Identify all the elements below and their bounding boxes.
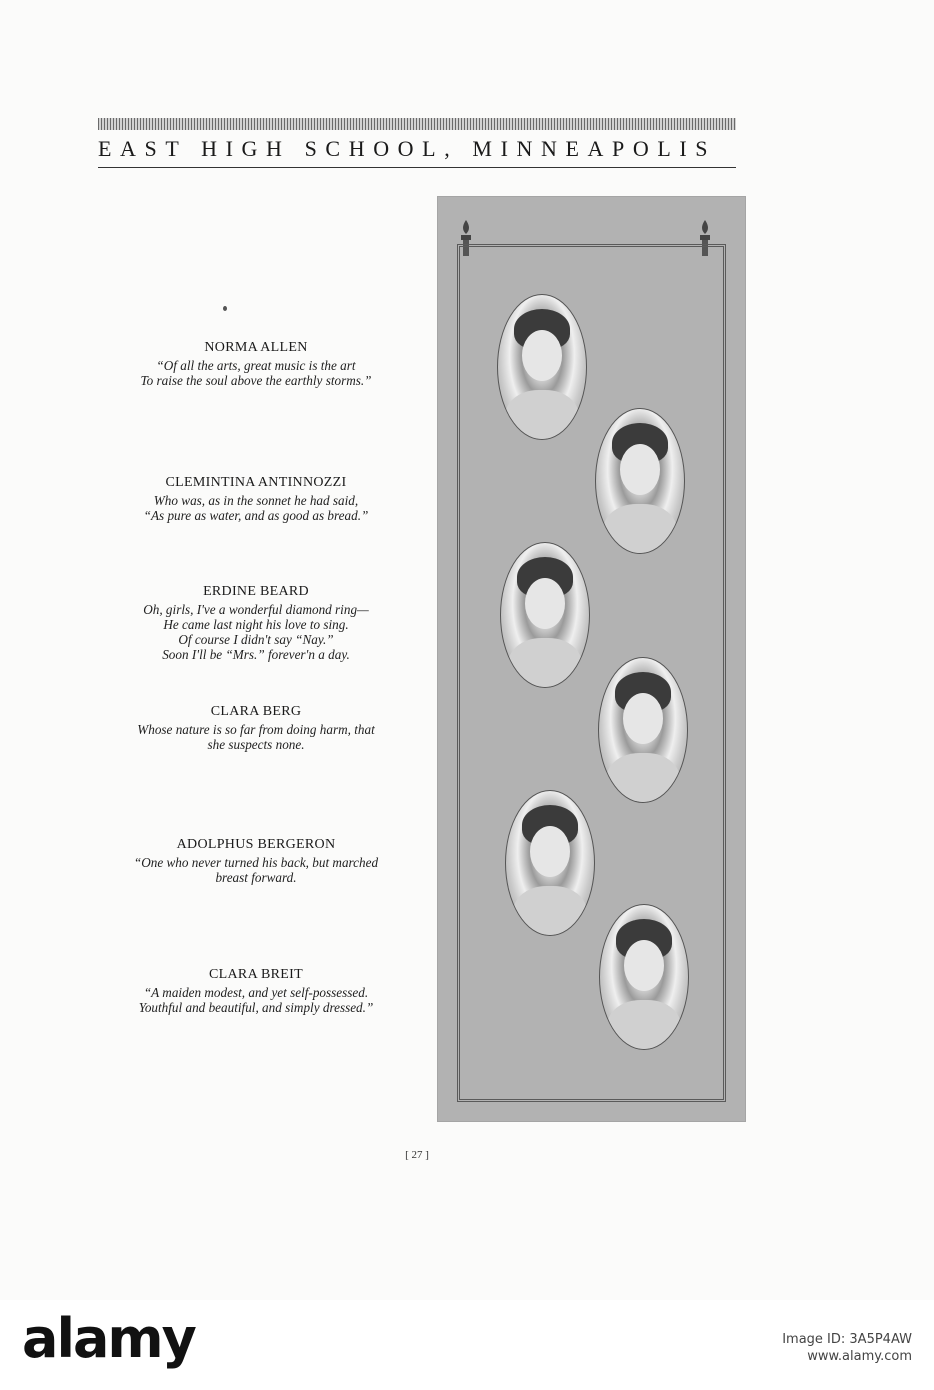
header-divider <box>98 167 736 168</box>
student-name: ERDINE BEARD <box>203 584 309 599</box>
student-name: CLARA BERG <box>210 704 302 719</box>
student-portrait-photo <box>598 657 688 803</box>
student-portrait-photo <box>505 790 595 936</box>
student-quote-line: she suspects none. <box>207 737 305 752</box>
ink-dot <box>223 306 227 311</box>
student-entry <box>96 836 416 885</box>
student-quote-line: Whose nature is so far from doing harm, that <box>137 722 375 737</box>
student-name: NORMA ALLEN <box>204 340 308 355</box>
student-portrait-photo <box>595 408 685 554</box>
student-quote-line: Youthful and beautiful, and simply dressed.” <box>138 1000 374 1015</box>
student-quote-line: breast forward. <box>215 870 297 885</box>
student-quote-line: Of course I didn't say “Nay.” <box>178 632 334 647</box>
header-ornamental-rule <box>98 118 736 130</box>
student-quote-line: Oh, girls, I've a wonderful diamond ring— <box>143 602 369 617</box>
page-number: [ 27 ] <box>405 1149 429 1161</box>
watermark-url: www.alamy.com <box>807 1349 912 1364</box>
student-portrait-photo <box>599 904 689 1050</box>
student-entry <box>96 703 416 752</box>
student-quote-line: He came last night his love to sing. <box>163 617 349 632</box>
student-entry <box>96 339 416 388</box>
student-entry <box>96 474 416 523</box>
student-name: ADOLPHUS BERGERON <box>176 837 336 852</box>
watermark-image-id: Image ID: 3A5P4AW <box>782 1332 912 1347</box>
student-name: CLARA BREIT <box>209 967 303 982</box>
student-entry <box>96 583 416 662</box>
student-quote-line: “One who never turned his back, but marched <box>133 855 379 870</box>
student-quote-line: Soon I'll be “Mrs.” forever'n a day. <box>162 647 350 662</box>
watermark-logo: alamy <box>22 1307 195 1370</box>
student-portrait-photo <box>500 542 590 688</box>
student-entry <box>96 966 416 1015</box>
student-name: CLEMINTINA ANTINNOZZI <box>165 475 347 490</box>
page-header-title: EAST HIGH SCHOOL, MINNEAPOLIS <box>98 136 717 161</box>
student-quote-line: To raise the soul above the earthly storms.” <box>140 373 372 388</box>
student-quote-line: Who was, as in the sonnet he had said, <box>153 493 359 508</box>
student-quote-line: “Of all the arts, great music is the art <box>156 358 356 373</box>
student-portrait-photo <box>497 294 587 440</box>
student-quote-line: “As pure as water, and as good as bread.” <box>143 508 369 523</box>
portrait-panel <box>437 196 746 1122</box>
student-quote-line: “A maiden modest, and yet self-possessed. <box>143 985 369 1000</box>
